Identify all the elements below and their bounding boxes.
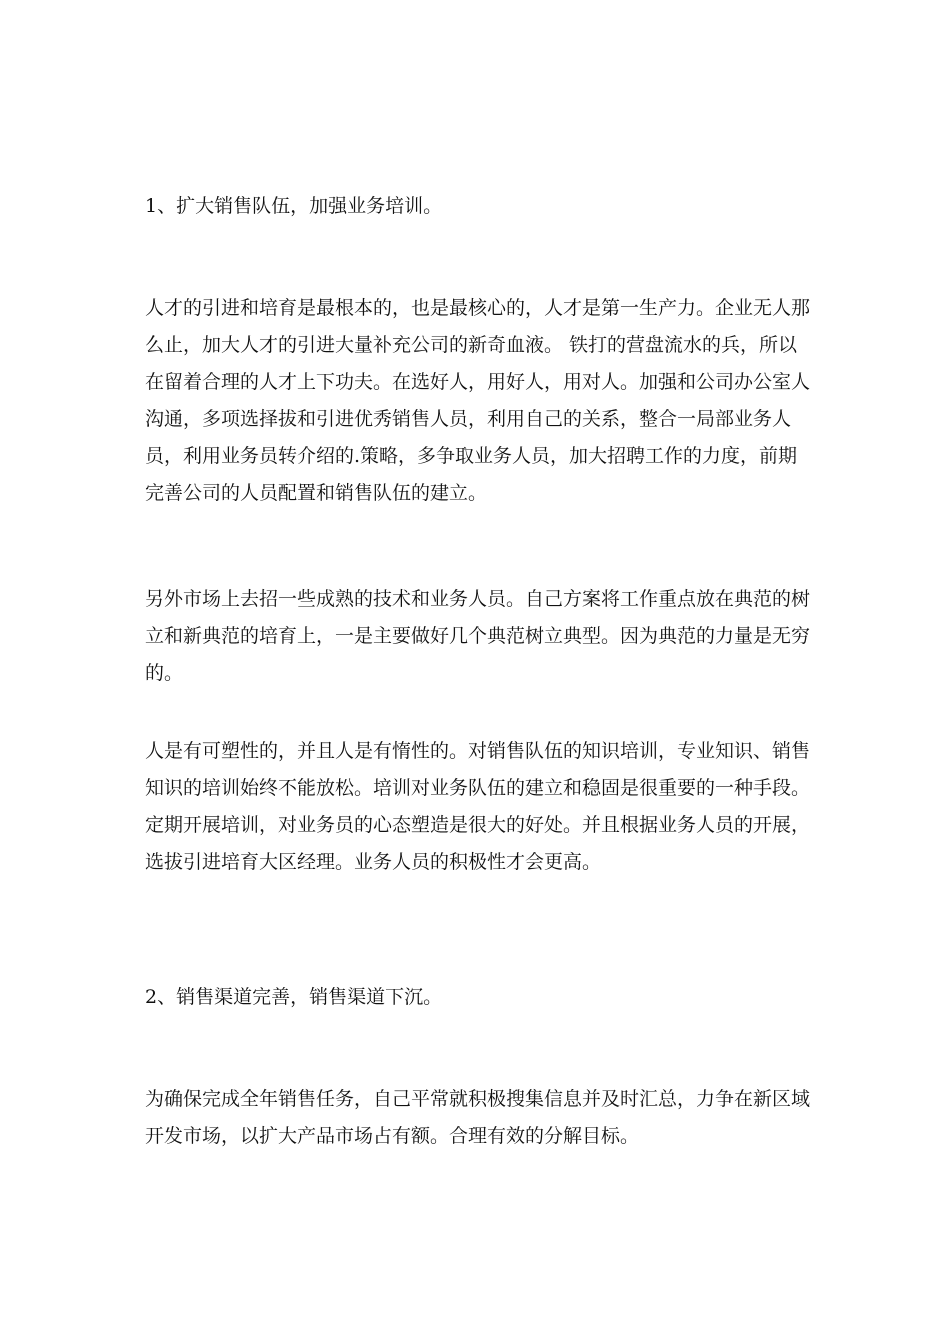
paragraph-sales-target: 为确保完成全年销售任务，自己平常就积极搜集信息并及时汇总，力争在新区域开发市场，以扩大产品市场占有额。合理有效的分解目标。 [145,1088,811,1147]
paragraph-market-recruitment: 另外市场上去招一些成熟的技术和业务人员。自己方案将工作重点放在典范的树立和新典范的培育上，一是主要做好几个典范树立典型。因为典范的力量是无穷的。 [145,588,811,684]
section-heading-2: 2、销售渠道完善，销售渠道下沉。 [145,986,443,1008]
section-heading-1: 1、扩大销售队伍，加强业务培训。 [145,195,443,217]
paragraph-talent-introduction: 人才的引进和培育是最根本的，也是最核心的，人才是第一生产力。企业无人那么止，加大人才的引进大量补充公司的新奇血液。 铁打的营盘流水的兵，所以在留着合理的人才上下功夫。在选好人，用好人，用对人。加强和公司办公室人沟通，多项选择拔和引进优秀销售人员，利用自己的关系，整合一局部业务人员，利用业务员转介绍的.策略，多争取业务人员，加大招聘工作的力度，前期完善公司的人员配置和销售队伍的建立。 [145,297,811,504]
paragraph-training: 人是有可塑性的，并且人是有惰性的。对销售队伍的知识培训，专业知识、销售知识的培训始终不能放松。培训对业务队伍的建立和稳固是很重要的一种手段。定期开展培训，对业务员的心态塑造是很大的好处。并且根据业务人员的开展，选拔引进培育大区经理。业务人员的积极性才会更高。 [145,740,811,873]
